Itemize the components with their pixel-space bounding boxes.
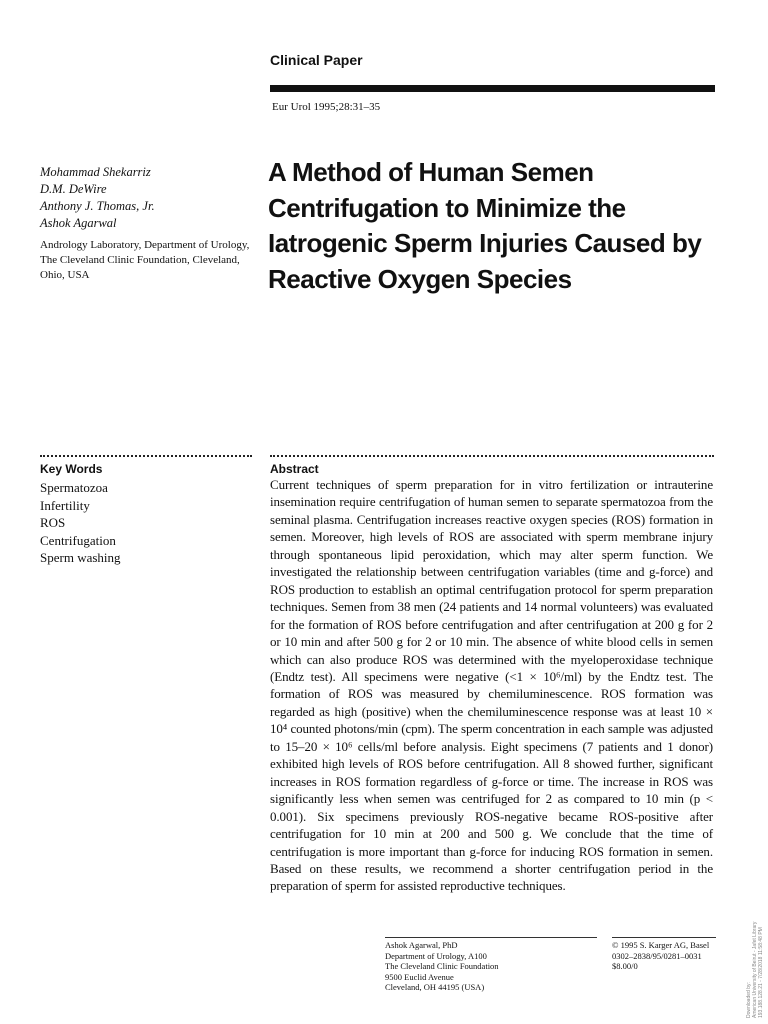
author-name: Ashok Agarwal — [40, 216, 117, 230]
keyword-item: ROS — [40, 515, 66, 530]
author-list — [40, 164, 155, 232]
address-line: Department of Urology, A100 — [385, 950, 487, 961]
keyword-item: Sperm washing — [40, 550, 121, 565]
footer-rule — [612, 937, 716, 938]
abstract-divider — [270, 455, 714, 457]
address-line: The Cleveland Clinic Foundation — [385, 961, 499, 972]
footer-rule — [385, 937, 597, 938]
abstract-heading: Abstract — [270, 462, 319, 476]
address-line: Ashok Agarwal, PhD — [385, 940, 458, 950]
correspondence-address — [385, 940, 499, 993]
keywords-list — [40, 479, 121, 567]
author-affiliation: Andrology Laboratory, Department of Urology, The Cleveland Clinic Foundation, Cleveland, Ohio, USA — [40, 239, 250, 281]
paper-title: A Method of Human Semen Centrifugation to Minimize the Iatrogenic Sperm Injuries Caused by Reactive Oxygen Species — [268, 157, 702, 294]
abstract-text: Current techniques of sperm preparation for in vitro fertilization or intrauterine insemination require centrifugation of human semen to separate spermatozoa from the seminal plasma. Centrifugation increases reactive oxygen species (ROS) formation in semen. Moreover, high levels of ROS are associated with sperm membrane injury through spontaneous lipid peroxidation, which may alter sperm function. We investigated the relationship between centrifugation variables (time and g-force) and ROS production to establish an optimal centrifugation protocol for sperm preparation techniques. Semen from 38 men (24 patients and 14 normal volunteers) was evaluated for the formation of ROS before centrifugation and after centrifugation at 200 g for 2 or 10 min and after 500 g for 2 or 10 min. The absence of white blood cells in semen which can also produce ROS was determined with the myeloperoxidase technique (Endtz test). All specimens were negative (<1 × 10⁶/ml) by the Endtz test. The formation of ROS was measured by chemiluminescence. ROS formation was regarded as high (positive) when the chemiluminescence response was at least 10 × 10⁴ counted photons/min (cpm). The sperm concentration in each sample was adjusted to 15–20 × 10⁶ cells/ml before analysis. Eight specimens (7 patients and 1 donor) exhibited high levels of ROS before centrifugation. All 8 showed further, significant increases in ROS formation regardless of g-force or time. The increase in ROS was significantly less when semen was centrifuged for 2 as compared to 10 min (p < 0.001). Six specimens previously ROS-negative became ROS-positive after centrifugation for 10 min at 200 and 500 g. We conclude that the time of centrifugation is more important than g-force for inducing ROS formation in semen. Based on these results, we recommend a shorter centrifugation period in the preparation of sperm for assisted reproductive techniques. — [270, 477, 713, 894]
keyword-item: Infertility — [40, 497, 90, 513]
address-line: Cleveland, OH 44195 (USA) — [385, 982, 485, 993]
author-name: D.M. DeWire — [40, 182, 107, 196]
watermark-line: American University of Beirut - Jafet Library — [752, 921, 758, 1018]
header-rule — [270, 85, 715, 92]
price-line: $8.00/0 — [612, 961, 638, 972]
watermark-line: Downloaded by: — [746, 982, 752, 1018]
section-label: Clinical Paper — [270, 52, 363, 68]
address-line: 9500 Euclid Avenue — [385, 971, 454, 982]
download-watermark — [746, 922, 764, 1018]
journal-citation: Eur Urol 1995;28:31–35 — [272, 101, 381, 113]
keywords-divider — [40, 455, 252, 457]
author-name: Anthony J. Thomas, Jr. — [40, 199, 155, 213]
author-name: Mohammad Shekarriz — [40, 165, 151, 179]
keyword-item: Spermatozoa — [40, 480, 108, 495]
publisher-info — [612, 940, 709, 972]
keyword-item: Centrifugation — [40, 532, 116, 548]
keywords-heading: Key Words — [40, 462, 103, 476]
issn-line: 0302–2838/95/0281–0031 — [612, 950, 702, 961]
copyright-line: © 1995 S. Karger AG, Basel — [612, 940, 710, 950]
watermark-line: 193.188.128.21 - 7/28/2018 11:58:48 PM — [758, 927, 764, 1018]
